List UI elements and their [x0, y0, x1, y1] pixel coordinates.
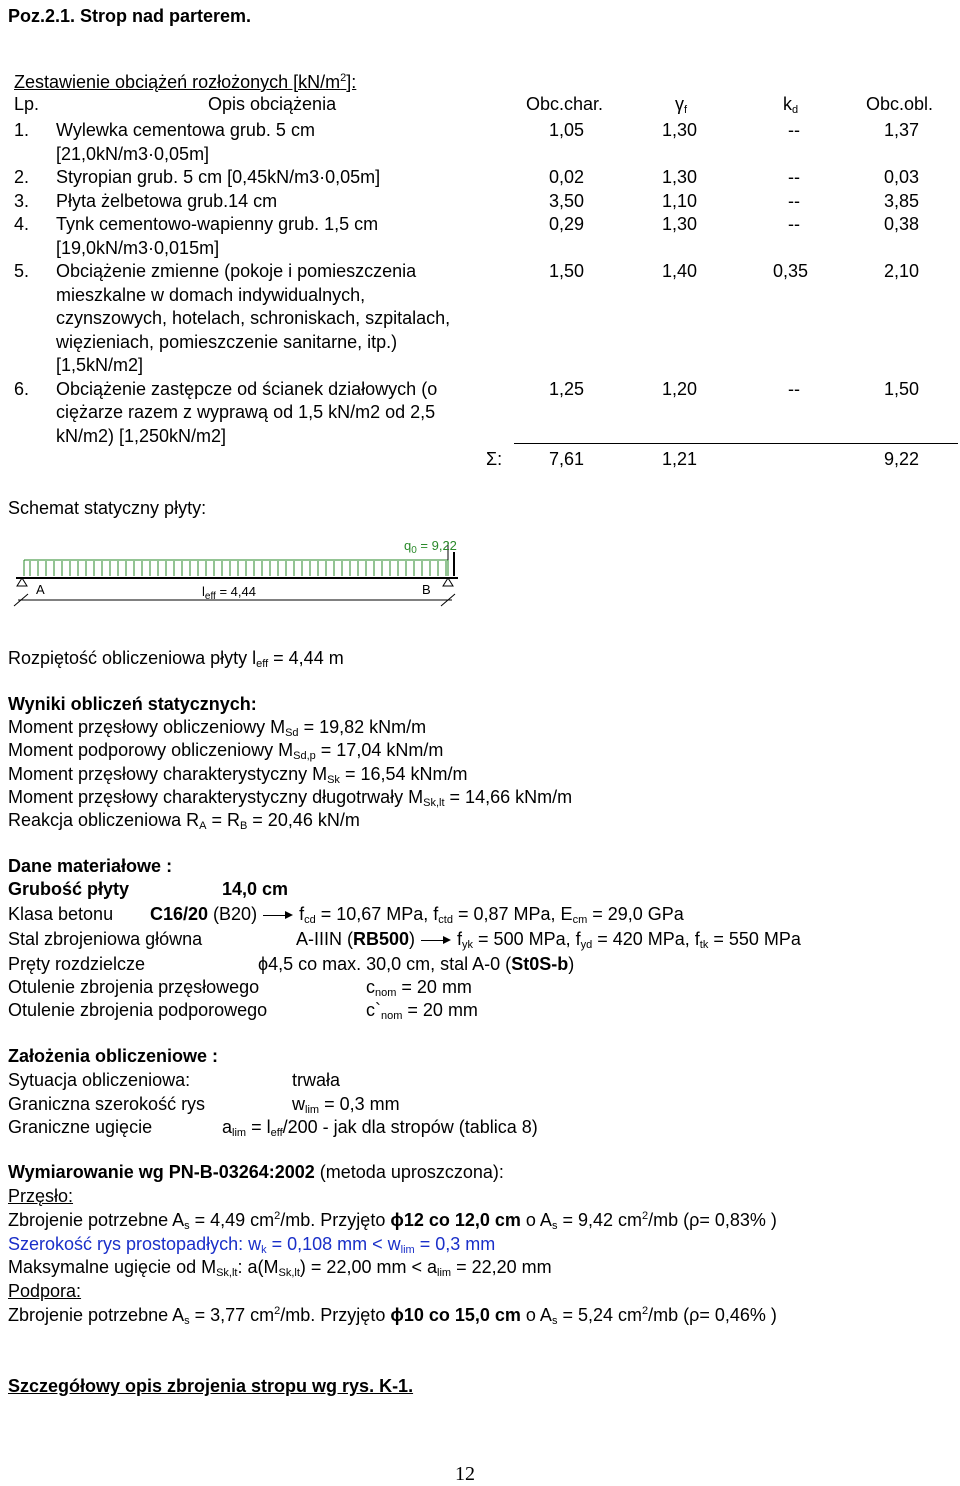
load-design-value: 1,37 [884, 120, 920, 140]
concrete-label: Klasa betonu [8, 904, 114, 924]
load-characteristic: 0,02 [549, 167, 585, 187]
loads-title-sup: 2 [340, 72, 347, 84]
load-description-line: Obciążenie zmienne (pokoje i pomieszczenia [56, 261, 417, 281]
distributed-load [24, 542, 448, 576]
load-characteristic: 1,05 [549, 120, 585, 140]
result-line: Moment przęsłowy charakterystyczny długotrwały $M_{Sk,lt} = 14,66$ kNm/m [8, 786, 573, 809]
support-a-icon [17, 578, 27, 586]
load-number: 5. [14, 261, 30, 281]
load-number: 3. [14, 190, 30, 211]
materials-title: Dane materiałowe : [8, 856, 173, 876]
situation-value: trwała [292, 1070, 341, 1090]
distribution-value: ϕ4,5 co max. 30,0 cm, stal A-0 (St0S-b) [258, 954, 575, 974]
load-description-line: Płyta żelbetowa grub.14 cm [56, 190, 278, 211]
load-design-value: 0,03 [884, 167, 920, 187]
sum-characteristic: 7,61 [549, 449, 585, 469]
result-line: Moment przęsłowy obliczeniowy $M_{Sd} = 19,82$ kNm/m [8, 717, 427, 739]
load-description-line: więzieniach, pomieszczenie sanitarne, itp.) [56, 331, 398, 352]
design-title: Wymiarowanie wg PN-B-03264:2002 (metoda uproszczona): [8, 1162, 504, 1182]
sum-design-load: 9,22 [884, 449, 920, 469]
sum-gamma-f: 1,21 [662, 449, 698, 469]
load-characteristic: 1,25 [549, 378, 585, 399]
distribution-label: Pręty rozdzielcze [8, 954, 146, 974]
span-rebar-line: Zbrojenie potrzebne $A_s = 4,49$ $cm^2/mb$. Przyjęto ϕ12 co 12,0 cm o $A_s = 9,42$ $cm^2/mb$ (ρ= 0,83% ) [8, 1210, 777, 1232]
header-lp: Lp. [14, 94, 40, 114]
loads-title [14, 72, 356, 93]
support-b-label: B [422, 582, 431, 597]
arrow-icon [421, 935, 451, 945]
load-description-line: kN/m2) [1,250kN/m2] [56, 425, 227, 446]
loads-title-end: ]: [346, 72, 357, 92]
load-kd: -- [788, 378, 800, 399]
arrow-icon [263, 910, 293, 920]
support-a-label: A [36, 582, 45, 597]
load-description-line: [19,0kN/m3·0,015m] [56, 237, 220, 258]
load-number: 6. [14, 378, 30, 399]
load-description-line: [1,5kN/m2] [56, 355, 144, 375]
effective-span-line: Rozpiętość obliczeniowa płyty $l_{eff} = 4,44$ m [8, 648, 344, 670]
deflection-limit-value: $a_{lim} = l_{eff}/200$ - jak dla stropów (tablica 8) [222, 1117, 538, 1139]
detail-reference: Szczegółowy opis zbrojenia stropu wg rys. K-1. [8, 1376, 414, 1396]
sum-line [514, 443, 958, 444]
result-line: Moment podporowy obliczeniowy $M_{Sd,p} = 17,04$ kNm/m [8, 740, 444, 763]
load-description-line: Wylewka cementowa grub. 5 cm [56, 120, 315, 140]
loads-title-text: Zestawienie obciążeń rozłożonych [kN/m [14, 72, 341, 92]
load-gamma-f: 1,20 [662, 378, 698, 399]
load-number: 2. [14, 167, 30, 187]
load-gamma-f: 1,30 [662, 214, 698, 234]
load-gamma-f: 1,30 [662, 167, 698, 187]
steel-values: A-IIIN (RB500) $f_{yk} = 500$ MPa, $f_{yd} = 420$ MPa, $f_{tk} = 550$ MPa [296, 929, 801, 951]
header-gamma-f: $\gamma_f$ [675, 94, 688, 116]
load-number: 1. [14, 120, 30, 140]
load-design-value: 0,38 [884, 214, 920, 234]
load-description-line: Styropian grub. 5 cm [0,45kN/m3·0,05m] [56, 167, 381, 187]
situation-label: Sytuacja obliczeniowa: [8, 1070, 191, 1090]
load-kd: -- [788, 214, 800, 234]
loads-sum-row [0, 449, 960, 471]
page-heading: Poz.2.1. Strop nad parterem. [8, 6, 252, 26]
deflection-check-line: Maksymalne ugięcie od $M_{Sk,lt}$: $a(M_{Sk,lt}) = 22,00$ mm < $a_{lim} = 22,20$ mm [8, 1257, 552, 1279]
header-characteristic: Obc.char. [526, 94, 604, 114]
load-characteristic: 1,50 [549, 261, 585, 281]
load-gamma-f: 1,40 [662, 261, 698, 281]
results-title: Wyniki obliczeń statycznych: [8, 694, 257, 714]
load-characteristic: 3,50 [549, 190, 585, 211]
load-design-value: 3,85 [884, 190, 920, 211]
reaction-line: Reakcja obliczeniowa $R_A = R_B = 20,46$ kN/m [8, 810, 360, 832]
cover-span-label: Otulenie zbrojenia przęsłowego [8, 977, 260, 997]
span-label: $l_{eff} = 4,44$ [202, 584, 256, 602]
steel-label: Stal zbrojeniowa główna [8, 929, 203, 949]
crack-check-line: Szerokość rys prostopadłych: $w_k = 0,108$ mm < $w_{lim} = 0,3$ mm [8, 1234, 496, 1256]
header-kd: $k_d$ [783, 94, 799, 116]
schema-title: Schemat statyczny płyty: [8, 498, 207, 518]
beam-diagram [0, 530, 480, 610]
header-design-load: Obc.obl. [866, 94, 934, 114]
load-description-line: [21,0kN/m3·0,05m] [56, 143, 210, 164]
header-description: Opis obciążenia [208, 94, 337, 114]
result-line: Moment przęsłowy charakterystyczny $M_{Sk} = 16,54$ kNm/m [8, 763, 468, 786]
load-gamma-f: 1,10 [662, 190, 698, 211]
support-b-icon [443, 578, 453, 586]
thickness-label: Grubość płyty [8, 879, 130, 899]
load-characteristic: 0,29 [549, 214, 585, 234]
load-gamma-f: 1,30 [662, 120, 698, 140]
span-heading: Przęsło: [8, 1186, 74, 1206]
load-kd: -- [788, 120, 800, 140]
assumptions-title: Założenia obliczeniowe : [8, 1046, 219, 1066]
load-number: 4. [14, 214, 30, 234]
q-label: $q_0 = 9,22$ [404, 538, 457, 556]
cover-support-label: Otulenie zbrojenia podporowego [8, 1000, 268, 1020]
load-description-line: ciężarze razem z wyprawą od 1,5 kN/m2 od 2,5 [56, 402, 436, 422]
load-description-line: czynszowych, hotelach, schroniskach, szpitalach, [56, 308, 451, 328]
support-heading: Podpora: [8, 1281, 82, 1301]
load-description-line: mieszkalne w domach indywidualnych, [56, 284, 366, 305]
cover-support-value: $c`_{nom} = 20$ mm [366, 1000, 478, 1022]
deflection-limit-label: Graniczne ugięcie [8, 1117, 153, 1137]
thickness-value: 14,0 cm [222, 879, 289, 899]
page-number: 12 [455, 1463, 475, 1485]
load-description-line: Obciążenie zastępcze od ścianek działowych (o [56, 378, 438, 399]
support-rebar-line: Zbrojenie potrzebne $A_s = 3,77$ $cm^2/mb$. Przyjęto ϕ10 co 15,0 cm o $A_s = 5,24$ $cm^2/mb$ (ρ= 0,46% ) [8, 1305, 777, 1327]
crack-limit-label: Graniczna szerokość rys [8, 1094, 206, 1114]
crack-limit-value: $w_{lim} = 0,3$ mm [292, 1094, 400, 1116]
load-kd: -- [788, 190, 800, 211]
load-arrows [30, 561, 446, 576]
cover-span-value: $c_{nom} = 20$ mm [366, 977, 472, 999]
load-kd: 0,35 [773, 261, 809, 281]
concrete-values: C16/20 (B20) $f_{cd} = 10,67$ MPa, $f_{ctd} = 0,87$ MPa, $E_{cm} = 29,0$ GPa [150, 904, 684, 926]
load-design-value: 1,50 [884, 378, 920, 399]
sum-label: Σ: [486, 449, 503, 469]
load-kd: -- [788, 167, 800, 187]
load-description-line: Tynk cementowo-wapienny grub. 1,5 cm [56, 214, 379, 234]
load-design-value: 2,10 [884, 261, 920, 281]
loads-header-row [0, 94, 960, 116]
